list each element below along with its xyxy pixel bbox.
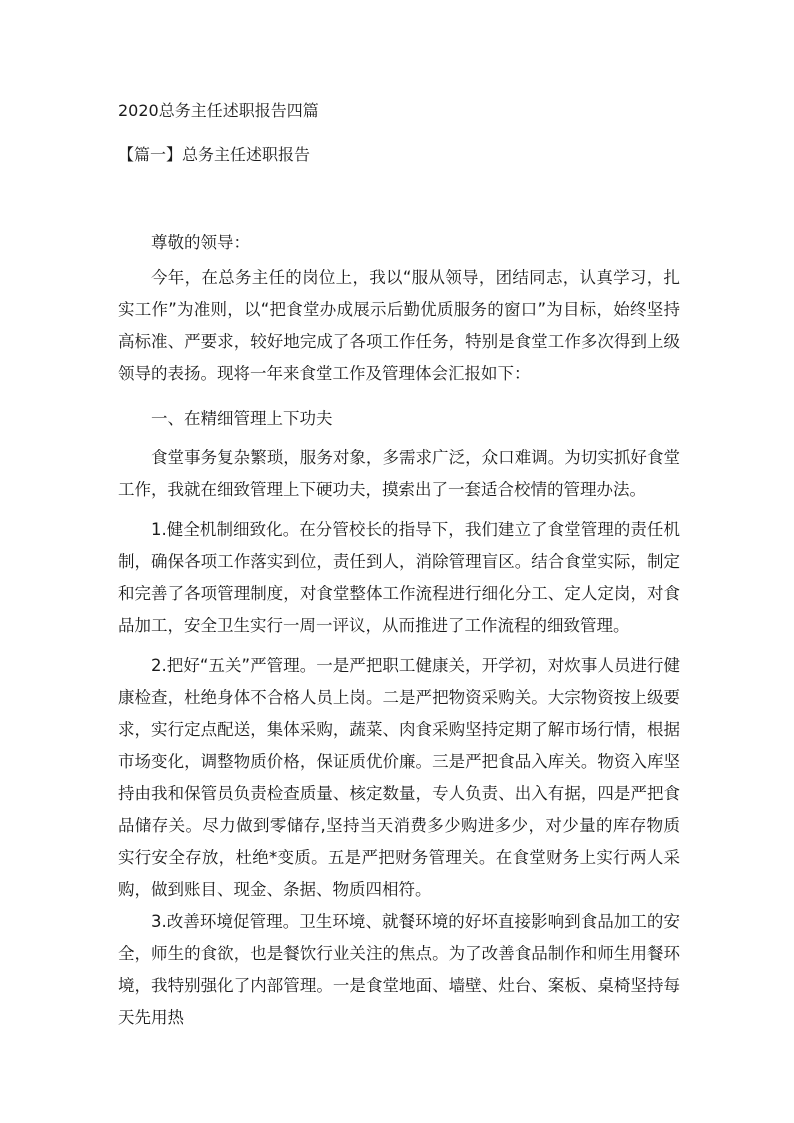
paragraph-mechanism: 1.健全机制细致化。在分管校长的指导下，我们建立了食堂管理的责任机制，确保各项工作落实到位，责任到人，消除管理盲区。结合食堂实际，制定和完善了各项管理制度，对食堂整体工作流程进行细化分工、定人定岗，对食品加工，安全卫生实行一周一评议，从而推进了工作流程的细致管理。 (118, 520, 680, 635)
paragraph-five-checks: 2.把好“五关”严管理。一是严把职工健康关，开学初，对炊事人员进行健康检查，杜绝身体不合格人员上岗。二是严把物资采购关。大宗物资按上级要求，实行定点配送，集体采购，蔬菜、肉食采购坚持定期了解市场行情，根据市场变化，调整物质价格，保证质优价廉。三是严把食品入库关。物资入库坚持由我和保管员负责检查质量、核定数量，专人负责、出入有据，四是严把食品储存关。尽力做到零储存,坚持当天消费多少购进多少，对少量的库存物质实行安全存放，杜绝*变质。五是严把财务管理关。在食堂财务上实行两人采购，做到账目、现金、条据、物质四相符。 (118, 656, 680, 899)
salutation: 尊敬的领导： (151, 233, 250, 252)
paragraph-cafeteria-affairs: 食堂事务复杂繁琐，服务对象，多需求广泛，众口难调。为切实抓好食堂工作，我就在细致管理上下硬功夫，摸索出了一套适合校情的管理办法。 (118, 448, 680, 499)
section-title: 【篇一】总务主任述职报告 (118, 145, 311, 164)
document-title: 2020总务主任述职报告四篇 (118, 101, 319, 120)
paragraph-intro: 今年，在总务主任的岗位上，我以“服从领导，团结同志，认真学习，扎实工作”为准则，以“把食堂办成展示后勤优质服务的窗口”为目标，始终坚持高标准、严要求，较好地完成了各项工作任务，特别是食堂工作多次得到上级领导的表扬。现将一年来食堂工作及管理体会汇报如下： (118, 268, 680, 383)
subheading-fine-management: 一、在精细管理上下功夫 (151, 409, 333, 428)
paragraph-environment: 3.改善环境促管理。卫生环境、就餐环境的好坏直接影响到食品加工的安全，师生的食欲，也是餐饮行业关注的焦点。为了改善食品制作和师生用餐环境，我特别强化了内部管理。一是食堂地面、墙壁、灶台、案板、桌椅坚持每天先用热 (118, 912, 680, 1027)
